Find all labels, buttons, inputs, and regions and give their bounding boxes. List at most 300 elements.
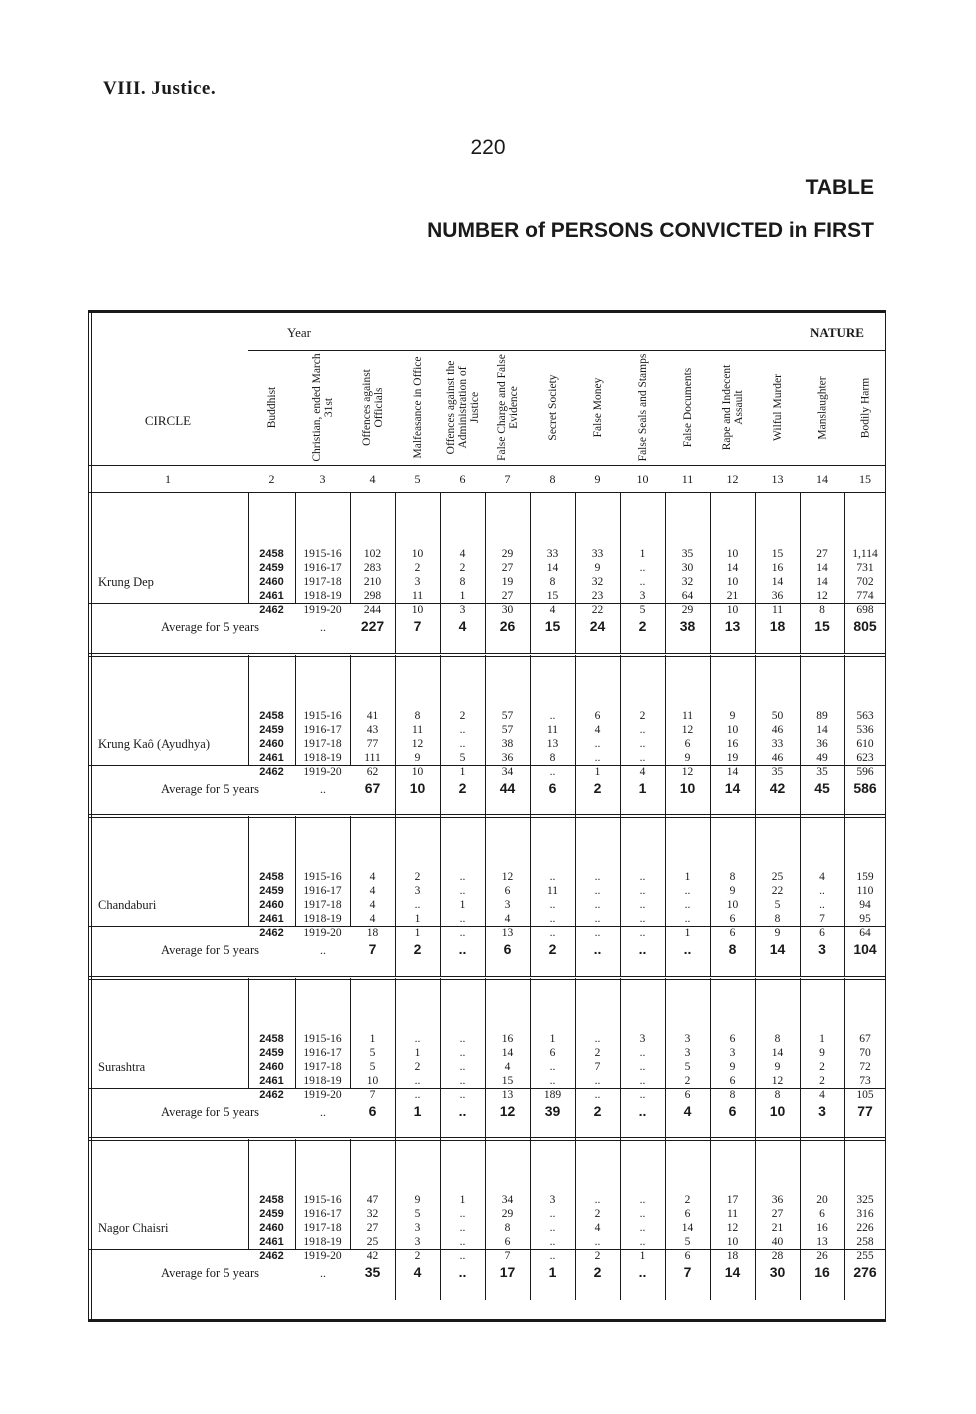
buddhist-year: 2460 xyxy=(259,738,284,750)
value-cell: .. xyxy=(819,899,825,911)
average-value: .. xyxy=(458,1103,467,1119)
value-cell: .. xyxy=(549,871,556,883)
average-value: 10 xyxy=(679,780,696,796)
value-cell: 6 xyxy=(819,1208,825,1220)
christian-year: 1915-16 xyxy=(303,1033,342,1045)
value-cell: .. xyxy=(639,752,646,764)
buddhist-year: 2461 xyxy=(259,752,284,764)
average-value: 26 xyxy=(499,618,516,634)
value-cell: .. xyxy=(594,885,601,897)
value-cell: 10 xyxy=(726,724,739,736)
average-value: 1 xyxy=(413,1103,422,1119)
value-cell: 596 xyxy=(856,766,874,778)
value-cell: 5 xyxy=(459,752,466,764)
value-cell: .. xyxy=(459,871,466,883)
value-cell: 4 xyxy=(504,1061,511,1073)
value-cell: 3 xyxy=(414,1236,421,1248)
average-value: 2 xyxy=(548,941,557,957)
value-cell: 15 xyxy=(546,590,559,602)
value-cell: 3 xyxy=(504,899,511,911)
value-cell: 9 xyxy=(774,1061,781,1073)
value-cell: 6 xyxy=(684,1208,691,1220)
value-cell: 226 xyxy=(856,1222,874,1234)
value-cell: 4 xyxy=(594,724,601,736)
value-cell: .. xyxy=(549,927,556,939)
value-cell: 10 xyxy=(411,766,424,778)
christian-year: 1919-20 xyxy=(303,1089,342,1101)
value-cell: .. xyxy=(594,1236,601,1248)
column-number: 13 xyxy=(771,471,784,486)
column-header: False Documents xyxy=(681,367,694,448)
value-cell: 1 xyxy=(459,766,466,778)
value-cell: 27 xyxy=(501,562,514,574)
value-cell: 40 xyxy=(771,1236,784,1248)
value-cell: .. xyxy=(414,899,421,911)
value-cell: .. xyxy=(459,1047,466,1059)
block-separator xyxy=(88,653,886,654)
value-cell: 11 xyxy=(411,724,424,736)
column-number: 6 xyxy=(459,471,466,486)
christian-year: 1915-16 xyxy=(303,548,342,560)
value-cell: 1 xyxy=(414,927,421,939)
christian-year: 1918-19 xyxy=(303,590,342,602)
value-cell: 14 xyxy=(726,562,739,574)
value-cell: 9 xyxy=(729,710,736,722)
value-cell: 1 xyxy=(639,548,646,560)
buddhist-year: 2459 xyxy=(259,1208,284,1220)
value-cell: 210 xyxy=(363,576,382,588)
value-cell: .. xyxy=(594,752,601,764)
average-value: 14 xyxy=(769,941,786,957)
value-cell: 12 xyxy=(681,766,694,778)
value-cell: 13 xyxy=(501,927,514,939)
value-cell: 46 xyxy=(771,724,784,736)
value-cell: 316 xyxy=(856,1208,874,1220)
value-cell: 6 xyxy=(504,1236,511,1248)
value-cell: 5 xyxy=(369,1047,376,1059)
average-value: 30 xyxy=(769,1264,786,1280)
value-cell: 25 xyxy=(771,871,784,883)
value-cell: 12 xyxy=(411,738,424,750)
block-separator xyxy=(88,814,886,815)
value-cell: 1,114 xyxy=(852,548,878,560)
value-cell: .. xyxy=(549,1250,556,1262)
average-value: 6 xyxy=(503,941,512,957)
value-cell: 5 xyxy=(639,604,646,616)
value-cell: 42 xyxy=(366,1250,379,1262)
value-cell: 19 xyxy=(726,752,739,764)
christian-year: 1916-17 xyxy=(303,562,342,574)
value-cell: 29 xyxy=(681,604,694,616)
average-value: 3 xyxy=(818,1103,826,1119)
average-value: 2 xyxy=(593,1264,602,1280)
value-cell: 2 xyxy=(684,1075,691,1087)
average-value: .. xyxy=(638,1264,647,1280)
value-cell: 563 xyxy=(856,710,874,722)
value-cell: 28 xyxy=(771,1250,784,1262)
value-cell: 2 xyxy=(594,1047,601,1059)
value-cell: 50 xyxy=(771,710,784,722)
value-cell: 3 xyxy=(459,604,466,616)
value-cell: 8 xyxy=(549,576,556,588)
value-cell: 29 xyxy=(501,1208,514,1220)
christian-year: 1918-19 xyxy=(303,1075,342,1087)
value-cell: 2 xyxy=(819,1075,825,1087)
value-cell: 8 xyxy=(459,576,466,588)
table-top-rule xyxy=(88,310,886,313)
average-value: 2 xyxy=(638,618,647,634)
christian-year: 1915-16 xyxy=(303,710,342,722)
value-cell: 9 xyxy=(729,1061,736,1073)
block-separator xyxy=(88,656,886,657)
value-cell: 35 xyxy=(771,766,784,778)
average-value: 39 xyxy=(544,1103,561,1119)
value-cell: 3 xyxy=(639,1033,646,1045)
value-cell: 8 xyxy=(774,1033,781,1045)
value-cell: .. xyxy=(414,1033,421,1045)
value-cell: .. xyxy=(549,1208,556,1220)
buddhist-year: 2458 xyxy=(259,1033,284,1045)
value-cell: 8 xyxy=(729,871,736,883)
value-cell: 9 xyxy=(819,1047,825,1059)
buddhist-year: 2460 xyxy=(259,1222,284,1234)
column-header: Wilful Murder xyxy=(771,374,784,441)
value-cell: .. xyxy=(639,1236,646,1248)
value-cell: 10 xyxy=(366,1075,379,1087)
value-cell: 3 xyxy=(684,1047,691,1059)
value-cell: .. xyxy=(549,1236,556,1248)
christian-year: 1915-16 xyxy=(303,871,342,883)
average-value: 2 xyxy=(413,941,422,957)
value-cell: .. xyxy=(459,1208,466,1220)
average-value: .. xyxy=(638,1103,647,1119)
christian-year: 1917-18 xyxy=(303,738,342,750)
table-right-rule xyxy=(885,310,886,1322)
christian-year: 1916-17 xyxy=(303,885,342,897)
value-cell: .. xyxy=(459,1089,466,1101)
value-cell: .. xyxy=(459,724,466,736)
value-cell: 14 xyxy=(546,562,559,574)
value-cell: 14 xyxy=(816,724,828,736)
value-cell: 30 xyxy=(681,562,694,574)
average-value: 8 xyxy=(728,941,737,957)
value-cell: 14 xyxy=(771,1047,784,1059)
value-cell: 11 xyxy=(546,885,559,897)
buddhist-year: 2462 xyxy=(259,1250,284,1262)
value-cell: 2 xyxy=(684,1194,691,1206)
average-value: 1 xyxy=(548,1264,557,1280)
value-cell: 11 xyxy=(546,724,559,736)
value-cell: 10 xyxy=(726,604,739,616)
value-cell: 4 xyxy=(459,548,466,560)
column-header: Secret Society xyxy=(546,374,559,441)
table-left-rule-inner xyxy=(91,310,92,1322)
value-cell: .. xyxy=(594,1033,601,1045)
value-cell: 610 xyxy=(856,738,874,750)
value-cell: 16 xyxy=(816,1222,828,1234)
value-cell: .. xyxy=(594,871,601,883)
value-cell: 12 xyxy=(681,724,694,736)
value-cell: 4 xyxy=(369,885,376,897)
value-cell: .. xyxy=(459,1033,466,1045)
value-cell: 95 xyxy=(859,913,871,925)
value-cell: 89 xyxy=(816,710,828,722)
value-cell: 4 xyxy=(369,899,376,911)
value-cell: 14 xyxy=(816,562,828,574)
average-value: 7 xyxy=(368,941,377,957)
average-value: 2 xyxy=(458,780,467,796)
value-cell: .. xyxy=(459,1250,466,1262)
christian-year: 1917-18 xyxy=(303,1061,342,1073)
value-cell: .. xyxy=(459,1061,466,1073)
value-cell: 1 xyxy=(414,913,421,925)
value-cell: 10 xyxy=(726,548,739,560)
value-cell: 12 xyxy=(501,871,514,883)
value-cell: 73 xyxy=(859,1075,871,1087)
value-cell: 32 xyxy=(681,576,694,588)
value-cell: 6 xyxy=(504,885,511,897)
column-number: 12 xyxy=(726,471,739,486)
average-label: Average for 5 years xyxy=(161,1266,259,1280)
block-separator xyxy=(88,976,886,977)
value-cell: .. xyxy=(594,1194,601,1206)
value-cell: 3 xyxy=(414,1222,421,1234)
average-label: Average for 5 years xyxy=(161,782,259,796)
value-cell: 13 xyxy=(546,738,559,750)
header-subrule xyxy=(248,350,886,351)
column-number: 8 xyxy=(549,471,556,486)
value-cell: 21 xyxy=(771,1222,784,1234)
value-cell: .. xyxy=(639,1208,646,1220)
value-cell: .. xyxy=(549,1061,556,1073)
average-value: 7 xyxy=(413,618,422,634)
average-value: .. xyxy=(638,941,647,957)
value-cell: 7 xyxy=(819,913,825,925)
value-cell: 6 xyxy=(594,710,601,722)
buddhist-year: 2461 xyxy=(259,590,284,602)
value-cell: 12 xyxy=(816,590,828,602)
value-cell: 102 xyxy=(363,548,382,560)
average-value: 38 xyxy=(679,618,696,634)
value-cell: 325 xyxy=(856,1194,874,1206)
value-cell: .. xyxy=(594,927,601,939)
value-cell: .. xyxy=(459,885,466,897)
value-cell: .. xyxy=(414,1089,421,1101)
value-cell: 27 xyxy=(816,548,828,560)
value-cell: 11 xyxy=(726,1208,739,1220)
value-cell: 111 xyxy=(364,752,381,764)
value-cell: 6 xyxy=(684,738,691,750)
value-cell: 30 xyxy=(501,604,514,616)
value-cell: 698 xyxy=(856,604,874,616)
column-number: 2 xyxy=(268,471,275,486)
table-title: NUMBER of PERSONS CONVICTED in FIRST xyxy=(427,219,874,242)
average-value: 18 xyxy=(769,618,786,634)
column-header: Malfeasance in Office xyxy=(411,356,424,459)
buddhist-year: 2458 xyxy=(259,548,284,560)
value-cell: 5 xyxy=(684,1236,691,1248)
value-cell: 14 xyxy=(771,576,784,588)
value-cell: 7 xyxy=(369,1089,376,1101)
value-cell: 43 xyxy=(366,724,379,736)
value-cell: 6 xyxy=(729,913,736,925)
value-cell: 9 xyxy=(774,927,781,939)
value-cell: 1 xyxy=(459,1194,466,1206)
value-cell: 5 xyxy=(369,1061,376,1073)
average-value: 4 xyxy=(458,618,467,634)
value-cell: 2 xyxy=(639,710,646,722)
column-number: 4 xyxy=(369,471,376,486)
value-cell: 3 xyxy=(549,1194,556,1206)
value-cell: .. xyxy=(639,738,646,750)
value-cell: .. xyxy=(639,1047,646,1059)
page-number: 220 xyxy=(470,136,506,159)
value-cell: 1 xyxy=(639,1250,646,1262)
average-value: 12 xyxy=(499,1103,516,1119)
value-cell: 33 xyxy=(591,548,604,560)
circle-header: CIRCLE xyxy=(144,413,192,428)
value-cell: 62 xyxy=(366,766,379,778)
christian-year: 1917-18 xyxy=(303,899,342,911)
table-label: TABLE xyxy=(805,176,874,199)
value-cell: 1 xyxy=(684,871,691,883)
average-value: 10 xyxy=(409,780,426,796)
value-cell: .. xyxy=(549,899,556,911)
buddhist-year: 2462 xyxy=(259,604,284,616)
value-cell: 702 xyxy=(856,576,874,588)
average-value: .. xyxy=(458,1264,467,1280)
value-cell: 9 xyxy=(684,752,691,764)
average-value: 7 xyxy=(683,1264,692,1280)
buddhist-year: 2461 xyxy=(259,1075,284,1087)
value-cell: 4 xyxy=(639,766,646,778)
circle-name: Krung Dep xyxy=(98,575,154,589)
value-cell: 4 xyxy=(369,913,376,925)
value-cell: 3 xyxy=(729,1047,736,1059)
average-dots: .. xyxy=(320,782,326,796)
value-cell: .. xyxy=(594,913,601,925)
value-cell: .. xyxy=(639,899,646,911)
block-separator xyxy=(88,817,886,818)
value-cell: 10 xyxy=(411,548,424,560)
value-cell: 10 xyxy=(726,576,739,588)
value-cell: 20 xyxy=(816,1194,828,1206)
average-value: 77 xyxy=(857,1103,873,1119)
value-cell: 2 xyxy=(414,562,421,574)
column-header: Offences against the Administration of Justice xyxy=(444,360,481,455)
value-cell: 34 xyxy=(501,766,514,778)
circle-name: Surashtra xyxy=(98,1060,146,1074)
circle-name: Krung Kaô (Ayudhya) xyxy=(98,737,211,751)
value-cell: 7 xyxy=(504,1250,511,1262)
average-value: 805 xyxy=(853,618,877,634)
column-header: Bodily Harm xyxy=(859,377,871,438)
average-value: 15 xyxy=(814,618,830,634)
value-cell: 8 xyxy=(504,1222,511,1234)
average-dots: .. xyxy=(320,1266,326,1280)
convictions-table xyxy=(88,310,886,1322)
value-cell: 46 xyxy=(771,752,784,764)
value-cell: 244 xyxy=(363,604,382,616)
value-cell: 7 xyxy=(594,1061,601,1073)
value-cell: .. xyxy=(639,562,646,574)
value-cell: 2 xyxy=(459,710,466,722)
value-cell: 14 xyxy=(816,576,828,588)
buddhist-year: 2460 xyxy=(259,576,284,588)
value-cell: 3 xyxy=(684,1033,691,1045)
value-cell: 6 xyxy=(819,927,825,939)
value-cell: 6 xyxy=(549,1047,556,1059)
value-cell: 94 xyxy=(859,899,871,911)
value-cell: .. xyxy=(639,1075,646,1087)
average-value: 45 xyxy=(814,780,830,796)
column-number: 14 xyxy=(816,471,828,486)
average-value: 42 xyxy=(769,780,786,796)
value-cell: 4 xyxy=(819,1089,825,1101)
average-value: 14 xyxy=(724,1264,741,1280)
value-cell: 33 xyxy=(546,548,559,560)
average-value: 4 xyxy=(413,1264,422,1280)
value-cell: 17 xyxy=(726,1194,739,1206)
average-value: 276 xyxy=(853,1264,877,1280)
value-cell: .. xyxy=(684,885,691,897)
value-cell: 47 xyxy=(366,1194,379,1206)
value-cell: .. xyxy=(549,913,556,925)
value-cell: 11 xyxy=(681,710,694,722)
value-cell: 6 xyxy=(684,1089,691,1101)
average-value: 6 xyxy=(728,1103,737,1119)
value-cell: 34 xyxy=(501,1194,514,1206)
buddhist-year: 2460 xyxy=(259,1061,284,1073)
value-cell: 623 xyxy=(856,752,874,764)
christian-year: 1916-17 xyxy=(303,724,342,736)
value-cell: 13 xyxy=(816,1236,828,1248)
value-cell: 35 xyxy=(816,766,828,778)
value-cell: .. xyxy=(594,1075,601,1087)
value-cell: 36 xyxy=(816,738,828,750)
value-cell: 9 xyxy=(594,562,601,574)
value-cell: .. xyxy=(639,1061,646,1073)
value-cell: 32 xyxy=(591,576,604,588)
value-cell: 57 xyxy=(501,710,514,722)
value-cell: 9 xyxy=(729,885,736,897)
value-cell: 14 xyxy=(726,766,739,778)
value-cell: 8 xyxy=(774,1089,781,1101)
table-bottom-rule xyxy=(88,1319,886,1322)
value-cell: 2 xyxy=(414,871,421,883)
buddhist-year: 2458 xyxy=(259,1194,284,1206)
section-heading: VIII. Justice. xyxy=(103,78,217,99)
value-cell: .. xyxy=(639,913,646,925)
average-value: 35 xyxy=(364,1264,381,1280)
column-number: 5 xyxy=(414,471,421,486)
average-value: 586 xyxy=(853,780,877,796)
average-value: 17 xyxy=(499,1264,516,1280)
value-cell: 10 xyxy=(726,899,739,911)
circle-name: Nagor Chaisri xyxy=(98,1221,169,1235)
value-cell: 4 xyxy=(594,1222,601,1234)
value-cell: 23 xyxy=(591,590,604,602)
value-cell: 41 xyxy=(366,710,379,722)
value-cell: 32 xyxy=(366,1208,379,1220)
value-cell: .. xyxy=(819,885,825,897)
value-cell: 9 xyxy=(414,1194,421,1206)
table-left-rule xyxy=(88,310,89,1322)
value-cell: 4 xyxy=(369,871,376,883)
nature-header: NATURE xyxy=(810,325,864,340)
value-cell: 1 xyxy=(684,927,691,939)
value-cell: 298 xyxy=(363,590,382,602)
